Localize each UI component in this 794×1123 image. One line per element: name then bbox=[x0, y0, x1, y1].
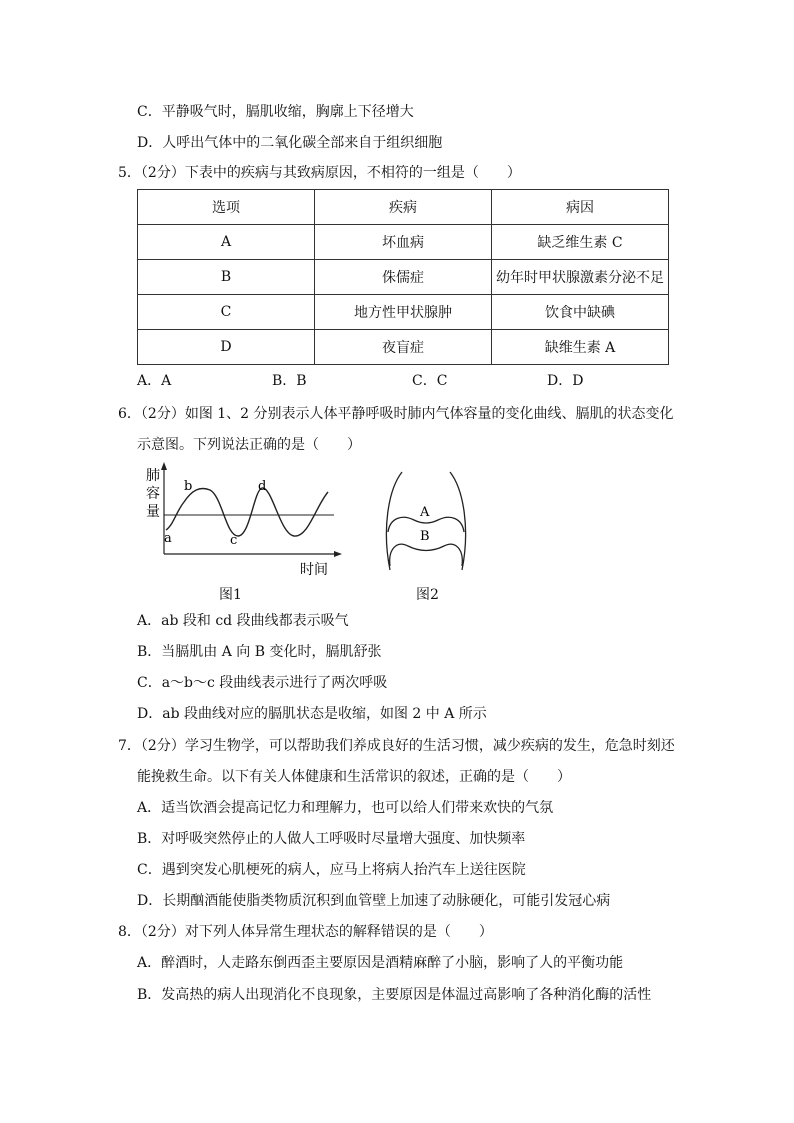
point-c-label: c bbox=[230, 533, 238, 548]
figure-2-diaphragm bbox=[382, 470, 470, 574]
table-cell: 幼年时甲状腺激素分泌不足 bbox=[492, 260, 669, 295]
y-axis-label-char: 肺 bbox=[146, 468, 160, 484]
table-cell: B bbox=[138, 260, 315, 295]
q5-answer-d: D．D bbox=[547, 373, 584, 389]
table-header-cell: 选项 bbox=[138, 190, 315, 225]
table-header-cell: 疾病 bbox=[315, 190, 492, 225]
q6-stem-line2: 示意图。下列说法正确的是（ ） bbox=[137, 437, 361, 453]
q6-option-a: A．ab 段和 cd 段曲线都表示吸气 bbox=[137, 613, 349, 629]
q6-option-d: D．ab 段曲线对应的膈肌状态是收缩，如图 2 中 A 所示 bbox=[137, 706, 487, 722]
point-a-label: a bbox=[164, 531, 172, 546]
q5-answer-c: C．C bbox=[412, 373, 448, 389]
table-cell: 饮食中缺碘 bbox=[492, 295, 669, 330]
q8-option-a: A．醉酒时，人走路东倒西歪主要原因是酒精麻醉了小脑，影响了人的平衡功能 bbox=[137, 955, 624, 971]
table-row bbox=[138, 225, 669, 260]
q7-stem-line1: 7．（2分）学习生物学，可以帮助我们养成良好的生活习惯，减少疾病的发生，危急时刻还 bbox=[118, 738, 675, 754]
lung-volume-curve bbox=[166, 488, 328, 536]
table-row bbox=[138, 295, 669, 330]
y-axis-label-char: 容 bbox=[146, 486, 160, 502]
point-d-label: d bbox=[258, 479, 267, 494]
q6-option-c: C．a～b～c 段曲线表示进行了两次呼吸 bbox=[137, 675, 388, 691]
q4-option-c: C．平静吸气时，膈肌收缩，胸廓上下径增大 bbox=[137, 104, 414, 120]
x-axis-arrow-icon bbox=[334, 551, 342, 557]
table-header-row bbox=[138, 190, 669, 225]
q7-option-c: C．遇到突发心肌梗死的病人，应马上将病人抬汽车上送往医院 bbox=[137, 862, 526, 878]
q6-option-b: B．当膈肌由 A 向 B 变化时，膈肌舒张 bbox=[137, 644, 382, 660]
figure-1-caption: 图1 bbox=[219, 587, 242, 603]
table-cell: 地方性甲状腺肿 bbox=[315, 295, 492, 330]
q5-stem: 5．（2分）下表中的疾病与其致病原因，不相符的一组是（ ） bbox=[118, 165, 521, 181]
table-cell: 缺乏维生素 C bbox=[492, 225, 669, 260]
q7-stem-line2: 能挽救生命。以下有关人体健康和生活常识的叙述，正确的是（ ） bbox=[137, 769, 571, 785]
y-axis-arrow-icon bbox=[161, 462, 167, 470]
q5-answer-b: B．B bbox=[272, 373, 307, 389]
diaphragm-state-b bbox=[390, 544, 463, 566]
q4-option-d: D．人呼出气体中的二氧化碳全部来自于组织细胞 bbox=[137, 135, 443, 151]
table-cell: 侏儒症 bbox=[315, 260, 492, 295]
q8-option-b: B．发高热的病人出现消化不良现象，主要原因是体温过高影响了各种消化酶的活性 bbox=[137, 987, 652, 1003]
q5-answer-a: A．A bbox=[137, 373, 172, 389]
figure-1-lung-volume-curve bbox=[138, 462, 348, 582]
table-row bbox=[138, 330, 669, 365]
diaphragm-label-b: B bbox=[420, 529, 430, 544]
figure-2-caption: 图2 bbox=[416, 587, 439, 603]
table-row bbox=[138, 260, 669, 295]
q5-table bbox=[137, 189, 669, 365]
table-cell: A bbox=[138, 225, 315, 260]
q7-option-d: D．长期酗酒能使脂类物质沉积到血管壁上加速了动脉硬化，可能引发冠心病 bbox=[137, 893, 611, 909]
q7-option-b: B．对呼吸突然停止的人做人工呼吸时尽量增大强度、加快频率 bbox=[137, 831, 526, 847]
table-cell: 缺维生素 A bbox=[492, 330, 669, 365]
x-axis-label: 时间 bbox=[300, 562, 328, 578]
y-axis-label-char: 量 bbox=[146, 504, 160, 520]
q7-option-a: A．适当饮酒会提高记忆力和理解力，也可以给人们带来欢快的气氛 bbox=[137, 800, 554, 816]
table-cell: D bbox=[138, 330, 315, 365]
table-cell: 夜盲症 bbox=[315, 330, 492, 365]
q6-stem-line1: 6．（2分）如图 1、2 分别表示人体平静呼吸时肺内气体容量的变化曲线、膈肌的状态变化 bbox=[118, 406, 674, 422]
diaphragm-label-a: A bbox=[420, 505, 430, 520]
q8-stem: 8．（2分）对下列人体异常生理状态的解释错误的是（ ） bbox=[118, 924, 493, 940]
table-cell: 坏血病 bbox=[315, 225, 492, 260]
table-header-cell: 病因 bbox=[492, 190, 669, 225]
point-b-label: b bbox=[184, 479, 193, 494]
table-cell: C bbox=[138, 295, 315, 330]
